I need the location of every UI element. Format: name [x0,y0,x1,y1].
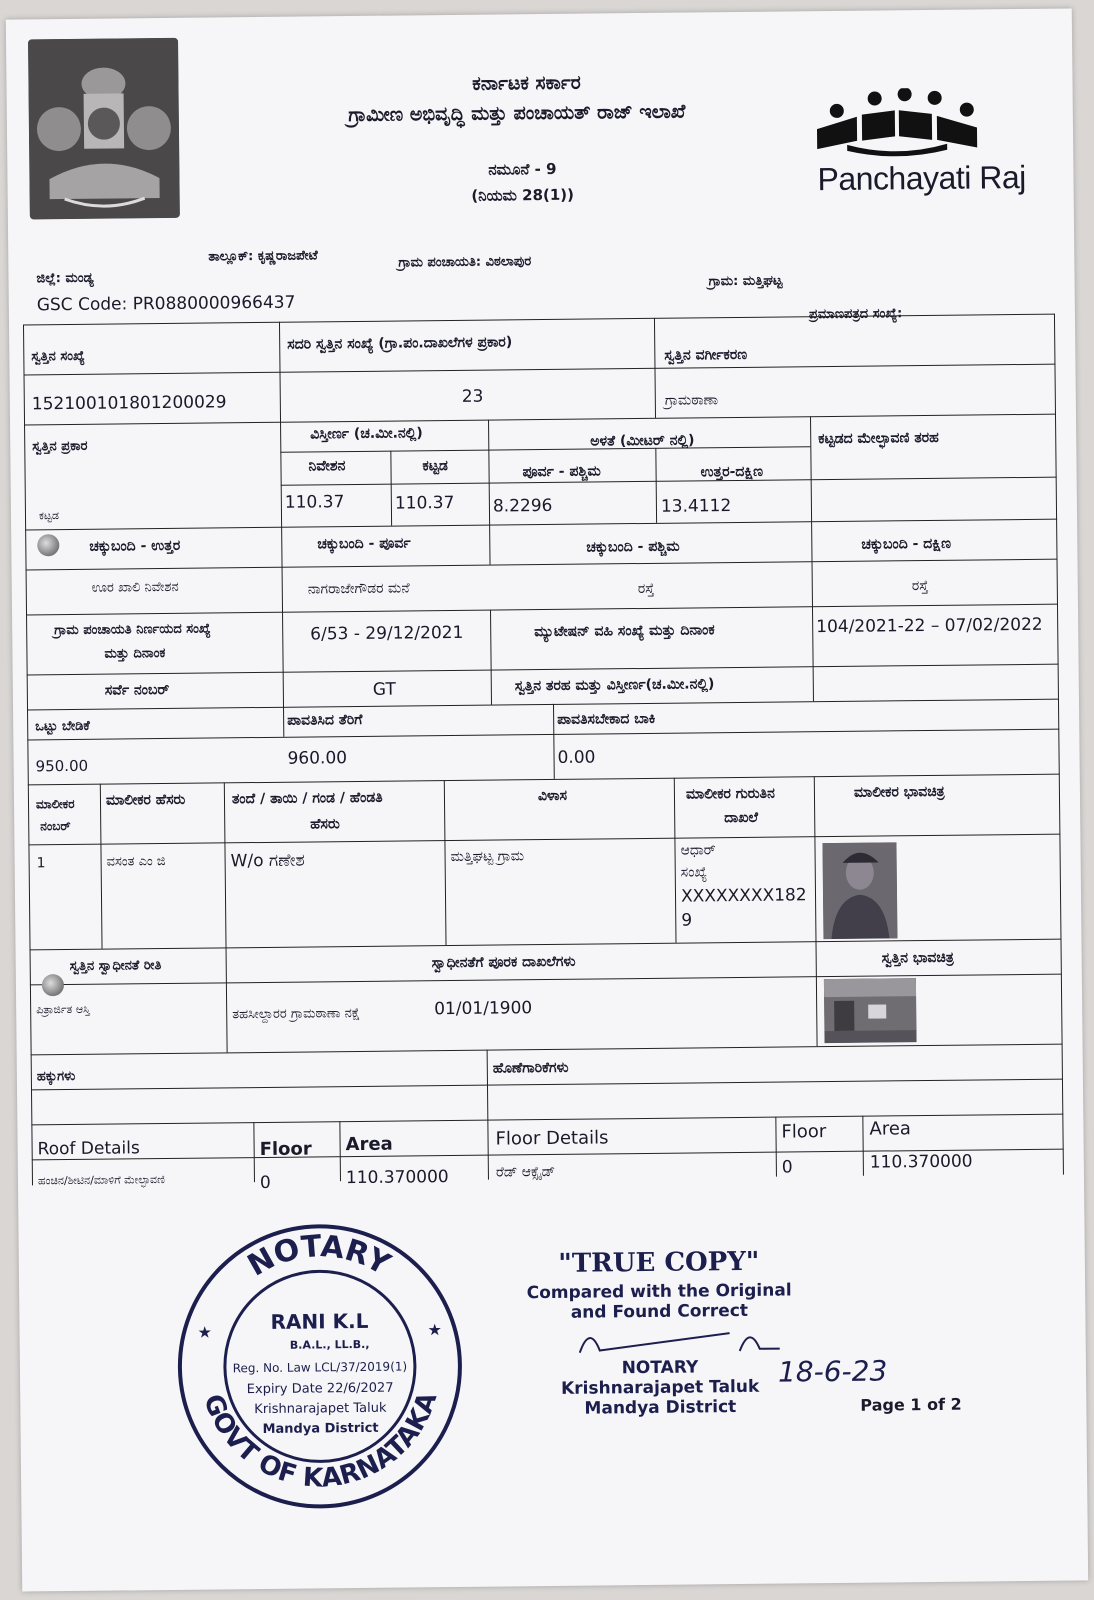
true-copy-title: "TRUE COPY" [558,1246,760,1279]
stamp-taluk: Krishnarajapet Taluk [254,1400,387,1418]
possession-mode-label: ಸ್ವತ್ತಿನ ಸ್ವಾಧೀನತೆ ರೀತಿ [69,958,162,975]
classification-label: ಸ್ವತ್ತಿನ ವರ್ಗೀಕರಣ [664,346,748,364]
site-label: ನಿವೇಶನ [308,458,346,475]
signature-icon [509,1320,809,1359]
owner-photo-label: ಮಾಲೀಕರ ಭಾವಚಿತ್ರ [853,783,945,801]
stamp-bottom-text: GOVT OF KARNATAKA [197,1388,444,1494]
mutation-value: 104/2021-22 – 07/02/2022 [816,614,1043,638]
stamp-expiry: Expiry Date 22/6/2027 [246,1380,394,1398]
id-number-value-end: 9 [681,910,693,931]
building-area-value: 110.37 [394,492,455,514]
stamp-name: RANI K.L [270,1308,369,1334]
liabilities-label: ಹೊಣೆಗಾರಿಕೆಗಳು [492,1059,569,1077]
roof-floor-label: Floor [259,1138,312,1161]
type-area-label: ಸ್ವತ್ತಿನ ತರಹ ಮತ್ತು ವಿಸ್ತೀರ್ಣ(ಚ.ಮೀ.ನಲ್ಲಿ) [514,676,715,695]
binder-ring-icon [37,534,59,556]
roof-details-label: Roof Details [37,1138,140,1160]
south-boundary-value: ರಸ್ತೆ [911,577,929,595]
notary-label: NOTARY [621,1357,699,1379]
total-demand-value: 950.00 [35,756,89,776]
taluk-label: ತಾಲ್ಲೂಕ್: ಕೃಷ್ಣರಾಜಪೇಟೆ [208,248,318,265]
form-number: ನಮೂನೆ - 9 [488,159,557,179]
relation-label-2: ಹೆಸರು [310,816,340,833]
floor-type-value: ರೆಡ್ ಆಕ್ಸೈಡ್ [495,1163,556,1181]
svg-text:★: ★ [427,1320,442,1340]
owner-photo [822,842,897,939]
id-number-value: XXXXXXXX182 [680,885,807,907]
rights-label: ಹಕ್ಕುಗಳು [36,1068,76,1085]
rule-number: (ನಿಯಮ 28(1)) [471,185,575,205]
stamp-district: Mandya District [262,1420,379,1438]
floor-area-value: 110.370000 [869,1151,973,1173]
west-boundary-value: ರಸ್ತೆ [637,580,655,598]
gsc-code: GSC Code: PR0880000966437 [36,292,296,316]
gp-label: ಗ್ರಾಮ ಪಂಚಾಯತಿ: ವಿಠಲಾಪುರ [398,254,532,271]
karnataka-emblem-icon [28,38,180,220]
site-area-value: 110.37 [284,492,345,513]
east-west-value: 8.2296 [492,495,553,517]
roof-area-label: Area [345,1133,393,1156]
id-type-value-2: ಸಂಖ್ಯೆ [680,864,708,881]
west-boundary-label: ಚಕ್ಕುಬಂದಿ - ಪಶ್ಚಿಮ [586,538,680,556]
east-boundary-label: ಚಕ್ಕುಬಂದಿ - ಪೂರ್ವ [317,535,411,553]
owner-name-value: ವಸಂತ ಎಂ ಜಿ [106,853,166,870]
east-boundary-value: ನಾಗರಾಜೇಗೌಡರ ಮನೆ [307,580,410,598]
property-id-value: 152100101801200029 [31,392,227,415]
panchayati-raj-text: Panchayati Raj [817,158,1026,198]
department-title: ಗ್ರಾಮೀಣ ಅಭಿವೃದ್ಧಿ ಮತ್ತು ಪಂಚಾಯತ್ ರಾಜ್ ಇಲಾಖೆ [348,100,686,127]
notary-district: Mandya District [584,1397,737,1419]
id-proof-label-2: ದಾಖಲೆ [724,809,759,827]
floor-details-label: Floor Details [495,1127,609,1150]
owner-number-label: ಮಾಲೀಕರ [35,796,75,812]
supporting-doc-value: ತಹಸೀಲ್ದಾರರ ಗ್ರಾಮಠಾಣಾ ನಕ್ಷೆ [232,1005,361,1023]
signed-date: 18-6-23 [777,1354,888,1389]
gp-number-value: 23 [461,386,484,407]
property-photo-label: ಸ್ವತ್ತಿನ ಭಾವಚಿತ್ರ [881,949,954,967]
village-label: ಗ್ರಾಮ: ಮತ್ತಿಘಟ್ಟ [708,273,783,290]
relation-value: W/o ಗಣೇಶ [230,850,305,872]
north-boundary-value: ಊರ ಖಾಲಿ ನಿವೇಶನ [91,579,179,596]
resolution-label: ಗ್ರಾಮ ಪಂಚಾಯತಿ ನಿರ್ಣಯದ ಸಂಖ್ಯೆ [54,621,211,639]
north-south-label: ಉತ್ತರ-ದಕ್ಷಿಣ [700,463,764,481]
notary-stamp [168,1215,471,1518]
property-id-label: ಸ್ವತ್ತಿನ ಸಂಖ್ಯೆ [31,348,85,365]
id-proof-label: ಮಾಲೀಕರ ಗುರುತಿನ [685,785,775,803]
stamp-top-text: NOTARY [241,1228,396,1284]
mutation-label: ಮ್ಯುಟೇಷನ್ ವಹಿ ಸಂಖ್ಯೆ ಮತ್ತು ದಿನಾಂಕ [534,622,715,641]
tax-due-value: 0.00 [557,747,596,768]
true-copy-line1: Compared with the Original [526,1280,792,1304]
property-photo [824,978,917,1043]
document-sheet [6,8,1088,1591]
relation-label: ತಂದೆ / ತಾಯಿ / ಗಂಡ / ಹೆಂಡತಿ [231,789,383,808]
supporting-docs-label: ಸ್ವಾಧೀನತೆಗೆ ಪೂರಕ ದಾಖಲೆಗಳು [431,953,576,972]
survey-number-label: ಸರ್ವೆ ನಂಬರ್ [104,681,170,699]
address-label: ವಿಳಾಸ [537,787,568,805]
resolution-label-2: ಮತ್ತು ದಿನಾಂಕ [104,645,166,662]
roof-area-value: 110.370000 [345,1167,449,1189]
roof-type-value: ಹಂಚಿನ/ಶೀಟಿನ/ಮಾಳಿಗೆ ಮೇಲ್ಛಾವಣಿ [37,1173,165,1188]
owner-name-label: ಮಾಲೀಕರ ಹೆಸರು [105,791,186,809]
page-number: Page 1 of 2 [860,1394,962,1415]
svg-text:★: ★ [197,1322,212,1342]
survey-number-value: GT [372,679,396,700]
district-label: ಜಿಲ್ಲೆ: ಮಂಡ್ಯ [36,270,94,287]
floor-floor-value: 0 [781,1157,793,1178]
possession-mode-value: ಪಿತ್ರಾರ್ಜಿತ ಆಸ್ತಿ [36,1002,90,1017]
true-copy-line2: and Found Correct [570,1300,749,1323]
roof-floor-value: 0 [259,1172,271,1194]
tax-paid-label: ಪಾವತಿಸಿದ ತೆರಿಗೆ [287,711,363,729]
panchayati-raj-logo-icon [807,87,988,159]
resolution-value: 6/53 - 29/12/2021 [310,622,464,645]
gp-number-label: ಸದರಿ ಸ್ವತ್ತಿನ ಸಂಖ್ಯೆ (ಗ್ರಾ.ಪಂ.ದಾಖಲೆಗಳ ಪ್ರಕಾರ) [287,334,513,353]
building-label: ಕಟ್ಟಡ [422,458,448,475]
owner-number-label-2: ನಂಬರ್ [40,818,71,834]
floor-area-label: Area [869,1118,912,1140]
govt-title: ಕರ್ನಾಟಕ ಸರ್ಕಾರ [472,71,581,95]
north-south-value: 13.4112 [660,496,732,517]
dimensions-label: ಅಳತೆ (ಮೀಟರ್ ನಲ್ಲಿ) [590,432,695,450]
classification-value: ಗ್ರಾಮಠಾಣಾ [664,392,719,409]
east-west-label: ಪೂರ್ವ - ಪಶ್ಚಿಮ [522,463,601,481]
floor-floor-label: Floor [781,1121,827,1143]
binder-ring-icon [42,974,64,996]
south-boundary-label: ಚಕ್ಕುಬಂದಿ - ದಕ್ಷಿಣ [861,535,952,553]
total-demand-label: ಒಟ್ಟು ಬೇಡಿಕೆ [35,718,90,735]
address-value: ಮತ್ತಿಘಟ್ಟ ಗ್ರಾಮ [450,848,525,866]
stamp-reg: Reg. No. Law LCL/37/2019(1) [232,1359,408,1376]
owner-number-value: 1 [36,855,46,872]
property-type-label: ಸ್ವತ್ತಿನ ಪ್ರಕಾರ [32,438,88,455]
true-copy-block [509,1246,811,1419]
property-type-value: ಕಟ್ಟಡ [38,509,60,523]
notary-taluk: Krishnarajapet Taluk [560,1376,760,1399]
north-boundary-label: ಚಕ್ಕುಬಂದಿ - ಉತ್ತರ [89,537,181,555]
certificate-number-label: ಪ್ರಮಾಣಪತ್ರದ ಸಂಖ್ಯೆ: [808,306,903,323]
area-label: ವಿಸ್ತೀರ್ಣ (ಚ.ಮೀ.ನಲ್ಲಿ) [310,425,423,443]
tax-due-label: ಪಾವತಿಸಬೇಕಾದ ಬಾಕಿ [557,710,656,728]
tax-paid-value: 960.00 [287,748,348,769]
roof-type-label: ಕಟ್ಟಡದ ಮೇಲ್ಛಾವಣಿ ತರಹ [818,429,939,448]
stamp-degree: B.A.L., LL.B., [289,1337,370,1352]
supporting-doc-date: 01/01/1900 [434,998,533,1020]
id-type-value: ಆಧಾರ್ [680,842,716,859]
